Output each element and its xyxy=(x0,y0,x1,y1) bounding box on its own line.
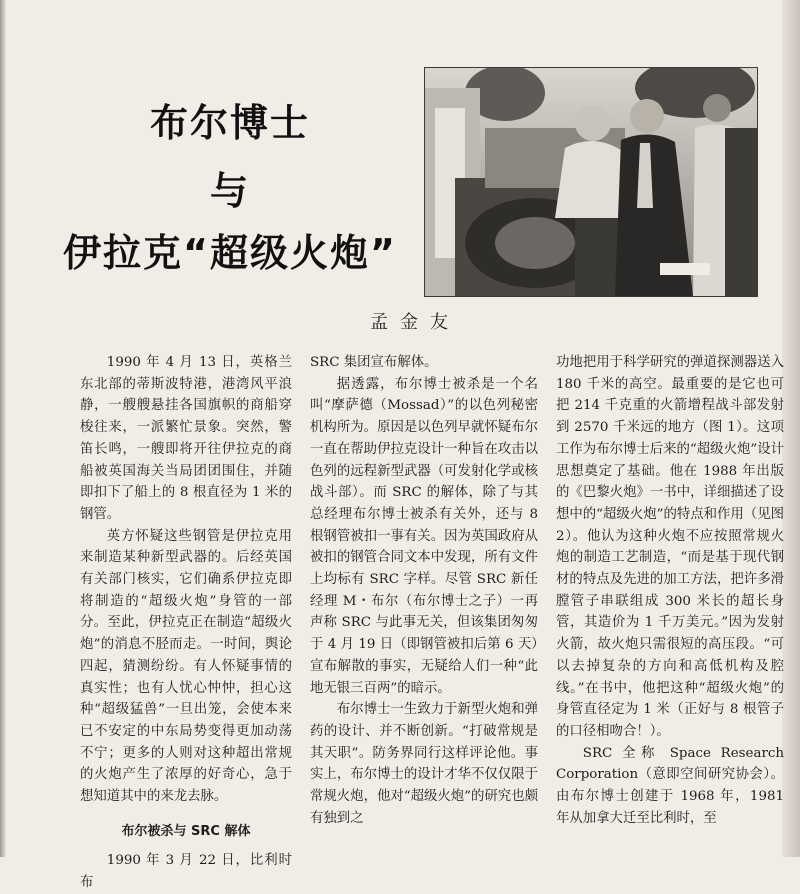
title-line-1: 布尔博士 xyxy=(149,101,310,145)
column-1 xyxy=(80,352,292,894)
title-line-2: 与 xyxy=(209,169,250,213)
paragraph: 1990 年 4 月 13 日，英格兰东北部的蒂斯波特港，港湾风平浪静，一艘艘悬挂各国旗帜的商船穿梭往来，一派繁忙景象。突然，警笛长鸣，一艘即将开往伊拉克的商船被英国海关当局团团围住，并随即扣下了船上的 8 根直径为 1 米的钢管。 xyxy=(80,355,292,522)
section-subheading: 布尔被杀与 SRC 解体 xyxy=(121,823,251,839)
paragraph: 据透露，布尔博士被杀是一个名叫“摩萨德（Mossad）”的以色列秘密机构所为。原因是以色列早就怀疑布尔一直在帮助伊拉克设计一种旨在攻击以色列的远程新型武器（可发射化学或核战斗部）。而 SRC 的解体，除了与其总经理布尔博士被杀有关外，还与 8 根钢管被扣一事有关。因为英国政府从被扣的钢管合同文本中发现，所有文件上均标有 SRC 字样。尽管 SRC 新任经理 M・布尔（布尔博士之子）一再声称 SRC 与此事无关，但该集团匆匆于 4 月 19 日（即钢管被扣后第 6 天）宣布解散的事实，无疑给人们一种“此地无银三百两”的暗示。 xyxy=(310,376,538,696)
photo-icon xyxy=(425,68,757,296)
paragraph: 英方怀疑这些钢管是伊拉克用来制造某种新型武器的。后经英国有关部门核实，它们确系伊拉克即将制造的“超级火炮”身管的一部分。至此，伊拉克正在制造“超级火炮”的消息不胫而走。一时间，舆论四起，猜测纷纷。有人怀疑事情的真实性；也有人忧心忡忡，担心这种“超级猛兽”一旦出笼，会使本来已不安定的中东局势变得更加动荡不宁；更多的人则对这种超出常规的火炮产生了浓厚的好奇心，急于想知道其中的来龙去脉。 xyxy=(80,528,292,805)
title-line-3: 伊拉克“超级火炮” xyxy=(63,231,397,275)
column-3 xyxy=(556,352,784,829)
article-photo xyxy=(424,67,758,297)
author-byline: 孟金友 xyxy=(370,312,460,333)
page-binding-edge xyxy=(0,0,6,857)
adjacent-page-strip xyxy=(782,0,800,857)
paragraph: SRC 全称 Space Research Corporation（意即空间研究协会）。由布尔博士创建于 1968 年，1981 年从加拿大迁至比利时，至 xyxy=(556,745,784,826)
paragraph: SRC 集团宣布解体。 xyxy=(310,355,438,370)
column-2 xyxy=(310,352,538,829)
paragraph: 1990 年 3 月 22 日，比利时布 xyxy=(80,853,292,891)
paragraph: 布尔博士一生致力于新型火炮和弹药的设计、并不断创新。“打破常规是其天职”。防务界同行这样评论他。事实上，布尔博士的设计才华不仅仅限于常规火炮，他对“超级火炮”的研究也颇有独到之 xyxy=(310,702,538,826)
paragraph: 功地把用于科学研究的弹道探测器送入 180 千米的高空。最重要的是它也可把 214 千克重的火箭增程战斗部发射到 2570 千米远的地方（图 1）。这项工作为布尔博士后来的“超级火炮”设计思想奠定了基础。他在 1988 年出版的《巴黎火炮》一书中，详细描述了设想中的“超级火炮”的特点和作用（见图 2）。他认为这种火炮不应按照常规火炮的制造工艺制造，“而是基于现代钢材的特点及先进的加工方法，把许多滑膛管子串联组成 300 米长的超长身管，其造价为 1 千万美元。”因为发射火箭，故火炮只需很短的高压段。“可以去掉复杂的方向和高低机构及腔线。”在书中，他把这种“超级火炮”的身管直径定为 1 米（正好与 8 根管子的口径相吻合！）。 xyxy=(556,355,784,739)
